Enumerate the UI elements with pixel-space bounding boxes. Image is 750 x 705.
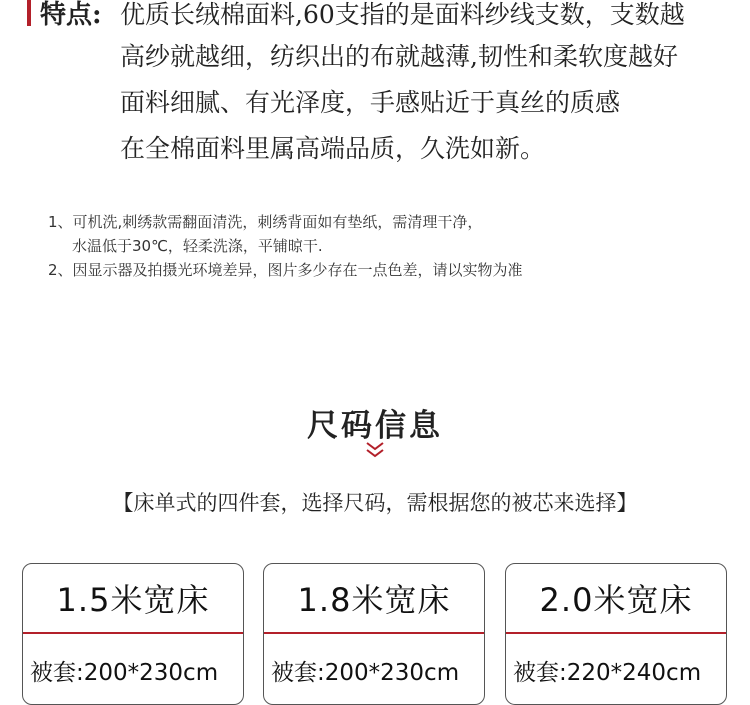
size-card-1-5m[interactable] xyxy=(22,563,244,705)
size-section-subtitle: 【床单式的四件套，选择尺码，需根据您的被芯来选择】 xyxy=(112,491,638,515)
size-card-title: 2.0米宽床 xyxy=(506,564,726,634)
note-line-2: 水温低于30℃，轻柔洗涤，平铺晾干. xyxy=(72,237,323,255)
feature-line-3: 面料细腻、有光泽度，手感贴近于真丝的质感 xyxy=(120,88,621,117)
size-card-duvet-size: 被套:200*230cm xyxy=(271,660,460,686)
size-card-title: 1.5米宽床 xyxy=(23,564,243,634)
size-card-duvet-size: 被套:220*240cm xyxy=(513,660,702,686)
size-card-duvet-size: 被套:200*230cm xyxy=(30,660,219,686)
size-card-2-0m[interactable] xyxy=(505,563,727,705)
feature-label: 特点: xyxy=(40,0,102,30)
feature-line-2: 高纱就越细，纺织出的布就越薄,韧性和柔软度越好 xyxy=(120,42,678,71)
size-section-title: 尺码信息 xyxy=(307,408,443,444)
note-line-1: 1、可机洗,刺绣款需翻面清洗，刺绣背面如有垫纸，需清理干净， xyxy=(48,213,483,231)
size-card-1-8m[interactable] xyxy=(263,563,485,705)
feature-line-4: 在全棉面料里属高端品质，久洗如新。 xyxy=(120,134,546,163)
feature-accent-bar xyxy=(27,0,31,26)
feature-line-1: 优质长绒棉面料,60支指的是面料纱线支数，支数越 xyxy=(120,0,685,29)
double-chevron-down-icon xyxy=(365,441,385,459)
size-card-title: 1.8米宽床 xyxy=(264,564,484,634)
note-line-3: 2、因显示器及拍摄光环境差异，图片多少存在一点色差，请以实物为准 xyxy=(48,261,523,279)
care-notes xyxy=(48,210,523,282)
